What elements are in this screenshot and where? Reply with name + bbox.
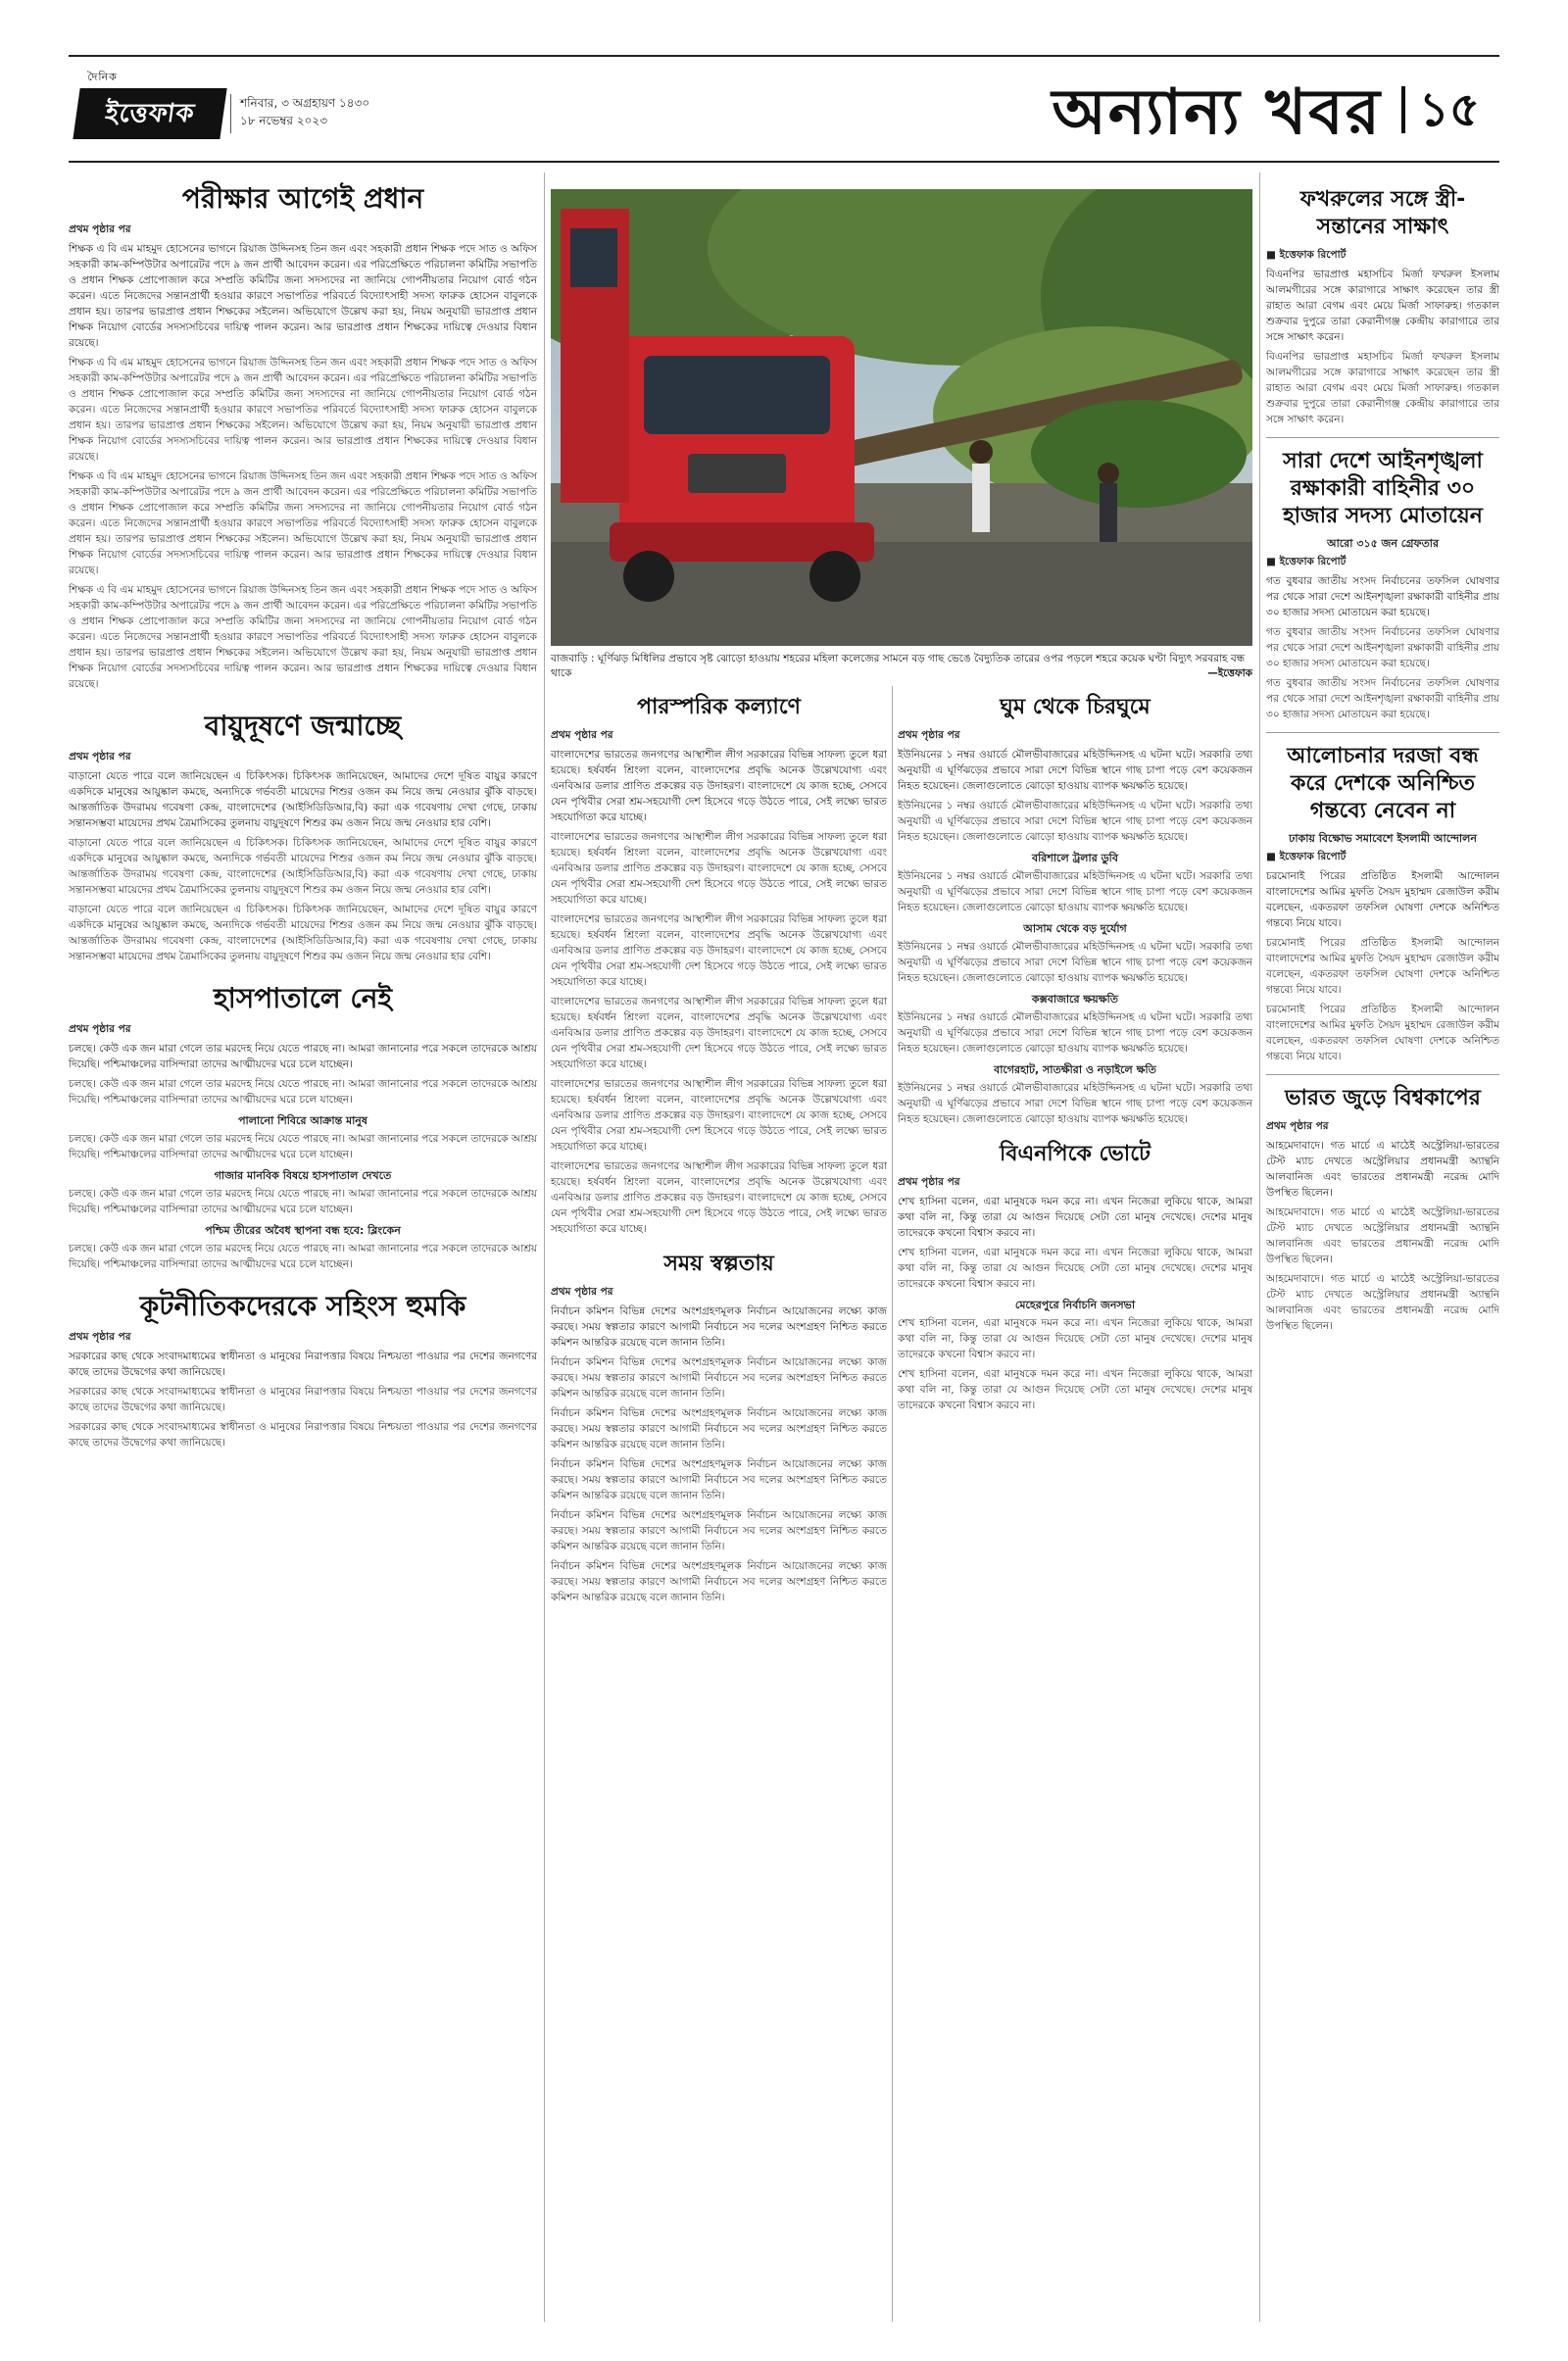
article-body-continued: বাংলাদেশের ভারতের জনগণের আস্থাশীল লীগ সরকারের বিভিন্ন সাফল্য তুলে ধরা হয়েছে। হর্ষবর্ধন শ্রিংলা বলেন, বাংলাদেশের প্রবৃদ্ধি অনেক উল্লেখযোগ্য এবং এনবিআর ডলার প্রাণিত প্রকল্পের বড় উদাহরণ। বাংলাদেশে যে কাজ হচ্ছে, সেসবে যেন পৃথিবীর সেরা শ্রম-সহযোগী দেশ হিসেবে গড়ে উঠতে পারে, সেই লক্ষ্যে ভারত সহযোগিতা করে যাচ্ছে। [551, 913, 887, 988]
page-number-bar [1401, 86, 1405, 133]
byline: প্রথম পৃষ্ঠার পর [69, 1331, 131, 1343]
article-body: চলছে। কেউ এক জন মারা গেলে তার মরদেহ নিয়ে যেতে পারছে না। আমরা জানানোর পরে সকলে তাদেরকে আশ্রয় দিয়েছি। পশ্চিমাঞ্চলের বাসিন্দারা তাদের আত্মীয়দের ঘরে চলে যাচ্ছেন। [69, 1043, 537, 1070]
byline: প্রথম পৃষ্ঠার পর [898, 729, 960, 741]
column-divider [892, 686, 893, 2322]
column-divider [1259, 172, 1260, 2322]
article-body: গত বুধবার জাতীয় সংসদ নির্বাচনের তফসিল ঘোষণার পর থেকে সারা দেশে আইনশৃঙ্খলা রক্ষাকারী বাহিনীর প্রায় ৩০ হাজার সদস্য মোতায়েন করা হয়েছে। [1266, 575, 1499, 618]
article-body-continued: বাংলাদেশের ভারতের জনগণের আস্থাশীল লীগ সরকারের বিভিন্ন সাফল্য তুলে ধরা হয়েছে। হর্ষবর্ধন শ্রিংলা বলেন, বাংলাদেশের প্রবৃদ্ধি অনেক উল্লেখযোগ্য এবং এনবিআর ডলার প্রাণিত প্রকল্পের বড় উদাহরণ। বাংলাদেশে যে কাজ হচ্ছে, সেসবে যেন পৃথিবীর সেরা শ্রম-সহযোগী দেশ হিসেবে গড়ে উঠতে পারে, সেই লক্ষ্যে ভারত সহযোগিতা করে যাচ্ছে। [551, 831, 887, 906]
headline-worldcup: ভারত জুড়ে বিশ্বকাপের [1285, 1086, 1481, 1110]
subhead: বাগেরহাট, সাতক্ষীরা ও নড়াইলে ক্ষতি [994, 1063, 1156, 1076]
subhead: পালানো শিবিরে আক্রান্ত মানুষ [238, 1114, 368, 1127]
article-body-continued: চরমোনাই পিরের প্রতিষ্ঠিত ইসলামী আন্দোলন বাংলাদেশের আমির মুফতি সৈয়দ মুহাম্মদ রেজাউল করীম বলেছেন, একতরফা তফসিল ঘোষণা দেশকে অনিশ্চিত গন্তব্যে নিয়ে যাবে। [1266, 937, 1499, 996]
article-body-continued: ইউনিয়নের ১ নম্বর ওয়ার্ডে মৌলভীবাজারের মহিউদ্দিনসহ এ ঘটনা ঘটে। সরকারি তথ্য অনুযায়ী এ ঘূর্ণিঝড়ের প্রভাবে সারা দেশে বিভিন্ন স্থানে গাছ চাপা পড়ে বেশ কয়েকজন নিহত হয়েছেন। জেলাগুলোতে ঝোড়ো হাওয়ায় ব্যাপক ক্ষয়ক্ষতি হয়েছে। [898, 870, 1252, 913]
article-body: শিক্ষক এ বি এম মাহমুদ হোসেনের ভাগনে রিয়াজ উদ্দিনসহ তিন জন এবং সহকারী প্রধান শিক্ষক পদে সাত ও অফিস সহকারী কাম-কম্পিউটার অপারেটর পদে ৯ জন প্রার্থী আবেদন করেন। এর পরিপ্রেক্ষিতে পরিচালনা কমিটির সভাপতি ও প্রধান শিক্ষক প্রোপোজাল করে সম্প্রতি কমিটির জন্য সদস্যদের না জানিয়ে গোপনীয়তার নিয়োগ বোর্ড গঠন করেন। এতে নিজেদের সন্তানপ্রার্থী হওয়ার কারণে সভাপতির পরিবর্তে বিদ্যোৎসাহী সদস্য ফারুক হোসেন বাবুলকে প্রধান হয়। তারপর ভারপ্রাপ্ত প্রধান শিক্ষকের সইলেন। অভিযোগে উল্লেখ করা হয়, নিয়ম অনুযায়ী ভারপ্রাপ্ত প্রধান শিক্ষক নিয়োগ বোর্ডের সদস্যসচিবের দায়িত্ব পালন করেন। আর ভারপ্রাপ্ত প্রধান শিক্ষকের দায়িত্বে দেওয়ার বিধান রয়েছে। [69, 243, 537, 349]
article-body-continued: ইউনিয়নের ১ নম্বর ওয়ার্ডে মৌলভীবাজারের মহিউদ্দিনসহ এ ঘটনা ঘটে। সরকারি তথ্য অনুযায়ী এ ঘূর্ণিঝড়ের প্রভাবে সারা দেশে বিভিন্ন স্থানে গাছ চাপা পড়ে বেশ কয়েকজন নিহত হয়েছেন। জেলাগুলোতে ঝোড়ো হাওয়ায় ব্যাপক ক্ষয়ক্ষতি হয়েছে। [898, 1082, 1252, 1125]
date-bengali: শনিবার, ৩ অগ্রহায়ণ ১৪৩০ [240, 96, 370, 110]
byline: ■ ইত্তেফাক রিপোর্ট [1266, 249, 1347, 261]
article-body-continued: বাংলাদেশের ভারতের জনগণের আস্থাশীল লীগ সরকারের বিভিন্ন সাফল্য তুলে ধরা হয়েছে। হর্ষবর্ধন শ্রিংলা বলেন, বাংলাদেশের প্রবৃদ্ধি অনেক উল্লেখযোগ্য এবং এনবিআর ডলার প্রাণিত প্রকল্পের বড় উদাহরণ। বাংলাদেশে যে কাজ হচ্ছে, সেসবে যেন পৃথিবীর সেরা শ্রম-সহযোগী দেশ হিসেবে গড়ে উঠতে পারে, সেই লক্ষ্যে ভারত সহযোগিতা করে যাচ্ছে। [551, 1160, 887, 1235]
headline-alochonar-dorja: আলোচনার দরজা বন্ধ করে দেশকে অনিশ্চিত গন্তব্যে নেবেন না [1287, 744, 1479, 823]
article-body-continued: সরকারের কাছ থেকে সংবাদমাধ্যমের স্বাধীনতা ও মানুষের নিরাপত্তার বিষয়ে নিশ্চয়তা পাওয়ার পর দেশের জনগণের কাছে তাদের উদ্বেগের কথা জানিয়েছে। [69, 1421, 537, 1449]
column-4 [1266, 172, 1499, 2319]
photo-caption-text: বাজবাড়ি : ঘূর্ণিঝড় মিধিলির প্রভাবে সৃষ্ট ঝোড়ো হাওয়ায় শহরের মহিলা কলেজের সামনে বড় গাছ ভেঙে বৈদ্যুতিক তারের ওপর পড়লে শহরে কয়েক ঘণ্টা বিদ্যুৎ সরবরাহ বন্ধ থাকে [551, 653, 1246, 679]
subhead: আসাম থেকে বড় দুর্যোগ [1023, 922, 1127, 935]
article-body-continued: শেখ হাসিনা বলেন, এরা মানুষকে দমন করে না। এখন নিজেরা লুকিয়ে থাকে, আমরা কথা বলি না, কিন্তু তারা যে আগুন দিয়েছে সেটা তো মানুষ দেখেছে। দেশের মানুষ তাদেরকে কখনো বিশ্বাস করবে না। [898, 1247, 1252, 1290]
headline-bnp-vote: বিএনপিকে ভোটে [999, 1142, 1152, 1166]
column-3 [898, 686, 1252, 2323]
subhead: ঢাকায় বিক্ষোভ সমাবেশে ইসলামী আন্দোলন [1289, 832, 1477, 845]
article-body-continued: শেখ হাসিনা বলেন, এরা মানুষকে দমন করে না। এখন নিজেরা লুকিয়ে থাকে, আমরা কথা বলি না, কিন্তু তারা যে আগুন দিয়েছে সেটা তো মানুষ দেখেছে। দেশের মানুষ তাদেরকে কখনো বিশ্বাস করবে না। [898, 1317, 1252, 1360]
subhead: কক্সবাজারে ক্ষয়ক্ষতি [1031, 993, 1119, 1006]
headline-ghum-theke: ঘুম থেকে চিরঘুমে [1000, 695, 1151, 719]
subhead: বরিশালে ট্রলার ডুবি [1032, 852, 1118, 864]
byline: প্রথম পৃষ্ঠার পর [551, 1286, 613, 1298]
article-body-continued: নির্বাচন কমিশন বিভিন্ন দেশের অংশগ্রহণমূলক নির্বাচন আয়োজনের লক্ষ্যে কাজ করছে। সময় স্বল্পতার কারণে আগামী নির্বাচনে সব দলের অংশগ্রহণ নিশ্চিত করতে কমিশন আন্তরিক রয়েছে বলে জানান তিনি। [551, 1407, 887, 1451]
article-body-continued: বাড়ানো যেতে পারে বলে জানিয়েছেন এ চিকিৎসক। চিকিৎসক জানিয়েছেন, আমাদের দেশে দূষিত বায়ুর কারণে একদিকে মানুষের আয়ুষ্কাল কমছে, অন্যদিকে গর্ভবতী মায়েদের শিশুর ওজন কম নিয়ে জন্ম নেওয়ার ঝুঁকি বাড়ছে। আন্তর্জাতিক উদরাময় গবেষণা কেন্দ্র, বাংলাদেশের (আইসিডিডিআর,বি) করা এক গবেষণায় দেখা গেছে, ঢাকায় সন্তানসম্ভবা মায়েদের প্রথম ত্রৈমাসিকের তুলনায় বায়ুদূষণে শিশুর কম ওজন নিয়ে জন্ম নেওয়ার হার বেশি। [69, 837, 537, 896]
article-body-continued: শিক্ষক এ বি এম মাহমুদ হোসেনের ভাগনে রিয়াজ উদ্দিনসহ তিন জন এবং সহকারী প্রধান শিক্ষক পদে সাত ও অফিস সহকারী কাম-কম্পিউটার অপারেটর পদে ৯ জন প্রার্থী আবেদন করেন। এর পরিপ্রেক্ষিতে পরিচালনা কমিটির সভাপতি ও প্রধান শিক্ষক প্রোপোজাল করে সম্প্রতি কমিটির জন্য সদস্যদের না জানিয়ে গোপনীয়তার নিয়োগ বোর্ড গঠন করেন। এতে নিজেদের সন্তানপ্রার্থী হওয়ার কারণে সভাপতির পরিবর্তে বিদ্যোৎসাহী সদস্য ফারুক হোসেন বাবুলকে প্রধান হয়। তারপর ভারপ্রাপ্ত প্রধান শিক্ষকের সইলেন। অভিযোগে উল্লেখ করা হয়, নিয়ম অনুযায়ী ভারপ্রাপ্ত প্রধান শিক্ষক নিয়োগ বোর্ডের সদস্যসচিবের দায়িত্ব পালন করেন। আর ভারপ্রাপ্ত প্রধান শিক্ষকের দায়িত্বে দেওয়ার বিধান রয়েছে। [69, 470, 537, 576]
article-body-continued: বিএনপির ভারপ্রাপ্ত মহাসচিব মির্জা ফখরুল ইসলাম আলমগীরের সঙ্গে কারাগারে সাক্ষাৎ করেছেন তার স্ত্রী রাহাত আরা বেগম এবং মেয়ে মির্জা সাফারুহ। গতকাল শুক্রবার দুপুরে তারা কেরানীগঞ্জ কেন্দ্রীয় কারাগারে তার সঙ্গে সাক্ষাৎ করেন। [1266, 351, 1499, 425]
article-body-continued: চলছে। কেউ এক জন মারা গেলে তার মরদেহ নিয়ে যেতে পারছে না। আমরা জানানোর পরে সকলে তাদেরকে আশ্রয় দিয়েছি। পশ্চিমাঞ্চলের বাসিন্দারা তাদের আত্মীয়দের ঘরে চলে যাচ্ছেন। [69, 1133, 537, 1160]
article-body-continued: ইউনিয়নের ১ নম্বর ওয়ার্ডে মৌলভীবাজারের মহিউদ্দিনসহ এ ঘটনা ঘটে। সরকারি তথ্য অনুযায়ী এ ঘূর্ণিঝড়ের প্রভাবে সারা দেশে বিভিন্ন স্থানে গাছ চাপা পড়ে বেশ কয়েকজন নিহত হয়েছেন। জেলাগুলোতে ঝোড়ো হাওয়ায় ব্যাপক ক্ষয়ক্ষতি হয়েছে। [898, 800, 1252, 843]
paper-logo [73, 71, 226, 139]
page-number: ১৫ [1418, 82, 1480, 137]
date-english: ১৮ নভেম্বর ২০২৩ [240, 114, 328, 127]
article-body-continued: ইউনিয়নের ১ নম্বর ওয়ার্ডে মৌলভীবাজারের মহিউদ্দিনসহ এ ঘটনা ঘটে। সরকারি তথ্য অনুযায়ী এ ঘূর্ণিঝড়ের প্রভাবে সারা দেশে বিভিন্ন স্থানে গাছ চাপা পড়ে বেশ কয়েকজন নিহত হয়েছেন। জেলাগুলোতে ঝোড়ো হাওয়ায় ব্যাপক ক্ষয়ক্ষতি হয়েছে। [898, 941, 1252, 984]
article-body-continued: আহমেদাবাদে। গত মার্চে এ মাঠেই অস্ট্রেলিয়া-ভারতের টেস্ট ম্যাচ দেখতে অস্ট্রেলিয়ার প্রধানমন্ত্রী অ্যান্থনি আলবানিজ এবং ভারতের প্রধানমন্ত্রী নরেন্দ্র মোদি উপস্থিত ছিলেন। [1266, 1206, 1499, 1265]
photo-illustration [551, 189, 1252, 646]
news-photo-fallen-tree [551, 189, 1252, 646]
article-body-continued: চলছে। কেউ এক জন মারা গেলে তার মরদেহ নিয়ে যেতে পারছে না। আমরা জানানোর পরে সকলে তাদেরকে আশ্রয় দিয়েছি। পশ্চিমাঞ্চলের বাসিন্দারা তাদের আত্মীয়দের ঘরে চলে যাচ্ছেন। [69, 1188, 537, 1215]
photo-credit: —ইত্তেফাক [1207, 667, 1252, 679]
headline-somoy-swalpotay: সময় স্বল্পতায় [663, 1252, 774, 1276]
byline: প্রথম পৃষ্ঠার পর [69, 1023, 131, 1035]
masthead-rule [69, 161, 1499, 163]
byline: প্রথম পৃষ্ঠার পর [551, 729, 613, 741]
story-rule [1266, 732, 1499, 733]
article-body-continued: চরমোনাই পিরের প্রতিষ্ঠিত ইসলামী আন্দোলন বাংলাদেশের আমির মুফতি সৈয়দ মুহাম্মদ রেজাউল করীম বলেছেন, একতরফা তফসিল ঘোষণা দেশকে অনিশ্চিত গন্তব্যে নিয়ে যাবে। [1266, 1004, 1499, 1062]
article-body-continued: গত বুধবার জাতীয় সংসদ নির্বাচনের তফসিল ঘোষণার পর থেকে সারা দেশে আইনশৃঙ্খলা রক্ষাকারী বাহিনীর প্রায় ৩০ হাজার সদস্য মোতায়েন করা হয়েছে। [1266, 626, 1499, 669]
article-body-continued: ইউনিয়নের ১ নম্বর ওয়ার্ডে মৌলভীবাজারের মহিউদ্দিনসহ এ ঘটনা ঘটে। সরকারি তথ্য অনুযায়ী এ ঘূর্ণিঝড়ের প্রভাবে সারা দেশে বিভিন্ন স্থানে গাছ চাপা পড়ে বেশ কয়েকজন নিহত হয়েছেন। জেলাগুলোতে ঝোড়ো হাওয়ায় ব্যাপক ক্ষয়ক্ষতি হয়েছে। [898, 1011, 1252, 1055]
headline-kutnitik: কূটনীতিকদেরকে সহিংস হুমকি [139, 1290, 466, 1322]
column-1 [69, 172, 537, 2319]
column-divider [544, 172, 545, 2322]
section-title: অন্যান্য খবর [1052, 76, 1382, 149]
article-body-continued: বাংলাদেশের ভারতের জনগণের আস্থাশীল লীগ সরকারের বিভিন্ন সাফল্য তুলে ধরা হয়েছে। হর্ষবর্ধন শ্রিংলা বলেন, বাংলাদেশের প্রবৃদ্ধি অনেক উল্লেখযোগ্য এবং এনবিআর ডলার প্রাণিত প্রকল্পের বড় উদাহরণ। বাংলাদেশে যে কাজ হচ্ছে, সেসবে যেন পৃথিবীর সেরা শ্রম-সহযোগী দেশ হিসেবে গড়ে উঠতে পারে, সেই লক্ষ্যে ভারত সহযোগিতা করে যাচ্ছে। [551, 1078, 887, 1153]
article-body: শেখ হাসিনা বলেন, এরা মানুষকে দমন করে না। এখন নিজেরা লুকিয়ে থাকে, আমরা কথা বলি না, কিন্তু তারা যে আগুন দিয়েছে সেটা তো মানুষ দেখেছে। দেশের মানুষ তাদেরকে কখনো বিশ্বাস করবে না। [898, 1196, 1252, 1239]
subhead: আরো ৩১৫ জন গ্রেফতার [1326, 537, 1440, 550]
headline-fakhrul: ফখরুলের সঙ্গে স্ত্রী-সন্তানের সাক্ষাৎ [1299, 187, 1466, 239]
column-2 [551, 686, 887, 2323]
article-body: বাড়ানো যেতে পারে বলে জানিয়েছেন এ চিকিৎসক। চিকিৎসক জানিয়েছেন, আমাদের দেশে দূষিত বায়ুর কারণে একদিকে মানুষের আয়ুষ্কাল কমছে, অন্যদিকে গর্ভবতী মায়েদের শিশুর ওজন কম নিয়ে জন্ম নেওয়ার ঝুঁকি বাড়ছে। আন্তর্জাতিক উদরাময় গবেষণা কেন্দ্র, বাংলাদেশের (আইসিডিডিআর,বি) করা এক গবেষণায় দেখা গেছে, ঢাকায় সন্তানসম্ভবা মায়েদের প্রথম ত্রৈমাসিকের তুলনায় বায়ুদূষণে শিশুর কম ওজন নিয়ে জন্ম নেওয়ার হার বেশি। [69, 770, 537, 829]
article-body-continued: বাড়ানো যেতে পারে বলে জানিয়েছেন এ চিকিৎসক। চিকিৎসক জানিয়েছেন, আমাদের দেশে দূষিত বায়ুর কারণে একদিকে মানুষের আয়ুষ্কাল কমছে, অন্যদিকে গর্ভবতী মায়েদের শিশুর ওজন কম নিয়ে জন্ম নেওয়ার ঝুঁকি বাড়ছে। আন্তর্জাতিক উদরাময় গবেষণা কেন্দ্র, বাংলাদেশের (আইসিডিডিআর,বি) করা এক গবেষণায় দেখা গেছে, ঢাকায় সন্তানসম্ভবা মায়েদের প্রথম ত্রৈমাসিকের তুলনায় বায়ুদূষণে শিশুর কম ওজন নিয়ে জন্ম নেওয়ার হার বেশি। [69, 904, 537, 962]
headline-bayudushon: বায়ুদূষণে জন্মাচ্ছে [204, 710, 402, 742]
article-body: আহমেদাবাদে। গত মার্চে এ মাঠেই অস্ট্রেলিয়া-ভারতের টেস্ট ম্যাচ দেখতে অস্ট্রেলিয়ার প্রধানমন্ত্রী অ্যান্থনি আলবানিজ এবং ভারতের প্রধানমন্ত্রী নরেন্দ্র মোদি উপস্থিত ছিলেন। [1266, 1140, 1499, 1199]
article-body: সরকারের কাছ থেকে সংবাদমাধ্যমের স্বাধীনতা ও মানুষের নিরাপত্তার বিষয়ে নিশ্চয়তা পাওয়ার পর দেশের জনগণের কাছে তাদের উদ্বেগের কথা জানিয়েছে। [69, 1351, 537, 1378]
article-body-continued: নির্বাচন কমিশন বিভিন্ন দেশের অংশগ্রহণমূলক নির্বাচন আয়োজনের লক্ষ্যে কাজ করছে। সময় স্বল্পতার কারণে আগামী নির্বাচনে সব দলের অংশগ্রহণ নিশ্চিত করতে কমিশন আন্তরিক রয়েছে বলে জানান তিনি। [551, 1509, 887, 1552]
byline: প্রথম পৃষ্ঠার পর [69, 751, 131, 762]
photo-caption [551, 652, 1252, 681]
article-body-continued: চলছে। কেউ এক জন মারা গেলে তার মরদেহ নিয়ে যেতে পারছে না। আমরা জানানোর পরে সকলে তাদেরকে আশ্রয় দিয়েছি। পশ্চিমাঞ্চলের বাসিন্দারা তাদের আত্মীয়দের ঘরে চলে যাচ্ছেন। [69, 1243, 537, 1270]
byline: ■ ইত্তেফাক রিপোর্ট [1266, 556, 1347, 567]
article-body-continued: চলছে। কেউ এক জন মারা গেলে তার মরদেহ নিয়ে যেতে পারছে না। আমরা জানানোর পরে সকলে তাদেরকে আশ্রয় দিয়েছি। পশ্চিমাঞ্চলের বাসিন্দারা তাদের আত্মীয়দের ঘরে চলে যাচ্ছেন। [69, 1078, 537, 1106]
masthead [69, 61, 1499, 159]
subhead: মেহেরপুরে নির্বাচনি জনসভা [1014, 1299, 1136, 1311]
article-body-continued: নির্বাচন কমিশন বিভিন্ন দেশের অংশগ্রহণমূলক নির্বাচন আয়োজনের লক্ষ্যে কাজ করছে। সময় স্বল্পতার কারণে আগামী নির্বাচনে সব দলের অংশগ্রহণ নিশ্চিত করতে কমিশন আন্তরিক রয়েছে বলে জানান তিনি। [551, 1356, 887, 1400]
article-body-continued: নির্বাচন কমিশন বিভিন্ন দেশের অংশগ্রহণমূলক নির্বাচন আয়োজনের লক্ষ্যে কাজ করছে। সময় স্বল্পতার কারণে আগামী নির্বাচনে সব দলের অংশগ্রহণ নিশ্চিত করতে কমিশন আন্তরিক রয়েছে বলে জানান তিনি। [551, 1458, 887, 1501]
article-body-continued: শেখ হাসিনা বলেন, এরা মানুষকে দমন করে না। এখন নিজেরা লুকিয়ে থাকে, আমরা কথা বলি না, কিন্তু তারা যে আগুন দিয়েছে সেটা তো মানুষ দেখেছে। দেশের মানুষ তাদেরকে কখনো বিশ্বাস করবে না। [898, 1368, 1252, 1411]
article-body-continued: আহমেদাবাদে। গত মার্চে এ মাঠেই অস্ট্রেলিয়া-ভারতের টেস্ট ম্যাচ দেখতে অস্ট্রেলিয়ার প্রধানমন্ত্রী অ্যান্থনি আলবানিজ এবং ভারতের প্রধানমন্ত্রী নরেন্দ্র মোদি উপস্থিত ছিলেন। [1266, 1273, 1499, 1332]
paper-logo-small: দৈনিক [87, 71, 118, 83]
story-rule [1266, 1074, 1499, 1075]
date-separator [230, 94, 231, 133]
article-body: বিএনপির ভারপ্রাপ্ত মহাসচিব মির্জা ফখরুল ইসলাম আলমগীরের সঙ্গে কারাগারে সাক্ষাৎ করেছেন তার স্ত্রী রাহাত আরা বেগম এবং মেয়ে মির্জা সাফারুহ। গতকাল শুক্রবার দুপুরে তারা কেরানীগঞ্জ কেন্দ্রীয় কারাগারে তার সঙ্গে সাক্ষাৎ করেন। [1266, 269, 1499, 343]
article-body-continued: সরকারের কাছ থেকে সংবাদমাধ্যমের স্বাধীনতা ও মানুষের নিরাপত্তার বিষয়ে নিশ্চয়তা পাওয়ার পর দেশের জনগণের কাছে তাদের উদ্বেগের কথা জানিয়েছে। [69, 1386, 537, 1413]
headline-haspatale: হাসপাতালে নেই [213, 982, 393, 1014]
byline: প্রথম পৃষ্ঠার পর [898, 1176, 960, 1188]
date-block [240, 94, 369, 129]
byline: প্রথম পৃষ্ঠার পর [1266, 1120, 1329, 1132]
headline-paraspariko: পারস্পরিক কল্যাণে [637, 695, 801, 719]
paper-logo-name: ইত্তেফাক [103, 99, 197, 128]
article-body: নির্বাচন কমিশন বিভিন্ন দেশের অংশগ্রহণমূলক নির্বাচন আয়োজনের লক্ষ্যে কাজ করছে। সময় স্বল্পতার কারণে আগামী নির্বাচনে সব দলের অংশগ্রহণ নিশ্চিত করতে কমিশন আন্তরিক রয়েছে বলে জানান তিনি। [551, 1305, 887, 1349]
byline: ■ ইত্তেফাক রিপোর্ট [1266, 851, 1347, 862]
headline-law-enforcement: সারা দেশে আইনশৃঙ্খলা রক্ষাকারী বাহিনীর ৩০ হাজার সদস্য মোতায়েন [1283, 449, 1483, 528]
byline: প্রথম পৃষ্ঠার পর [69, 223, 131, 235]
article-body: চরমোনাই পিরের প্রতিষ্ঠিত ইসলামী আন্দোলন বাংলাদেশের আমির মুফতি সৈয়দ মুহাম্মদ রেজাউল করীম বলেছেন, একতরফা তফসিল ঘোষণা দেশকে অনিশ্চিত গন্তব্যে নিয়ে যাবে। [1266, 870, 1499, 929]
headline-porikkhar: পরীক্ষার আগেই প্রধান [181, 182, 424, 215]
article-body-continued: শিক্ষক এ বি এম মাহমুদ হোসেনের ভাগনে রিয়াজ উদ্দিনসহ তিন জন এবং সহকারী প্রধান শিক্ষক পদে সাত ও অফিস সহকারী কাম-কম্পিউটার অপারেটর পদে ৯ জন প্রার্থী আবেদন করেন। এর পরিপ্রেক্ষিতে পরিচালনা কমিটির সভাপতি ও প্রধান শিক্ষক প্রোপোজাল করে সম্প্রতি কমিটির জন্য সদস্যদের না জানিয়ে গোপনীয়তার নিয়োগ বোর্ড গঠন করেন। এতে নিজেদের সন্তানপ্রার্থী হওয়ার কারণে সভাপতির পরিবর্তে বিদ্যোৎসাহী সদস্য ফারুক হোসেন বাবুলকে প্রধান হয়। তারপর ভারপ্রাপ্ত প্রধান শিক্ষকের সইলেন। অভিযোগে উল্লেখ করা হয়, নিয়ম অনুযায়ী ভারপ্রাপ্ত প্রধান শিক্ষক নিয়োগ বোর্ডের সদস্যসচিবের দায়িত্ব পালন করেন। আর ভারপ্রাপ্ত প্রধান শিক্ষকের দায়িত্বে দেওয়ার বিধান রয়েছে। [69, 357, 537, 463]
story-rule [1266, 437, 1499, 438]
article-body-continued: শিক্ষক এ বি এম মাহমুদ হোসেনের ভাগনে রিয়াজ উদ্দিনসহ তিন জন এবং সহকারী প্রধান শিক্ষক পদে সাত ও অফিস সহকারী কাম-কম্পিউটার অপারেটর পদে ৯ জন প্রার্থী আবেদন করেন। এর পরিপ্রেক্ষিতে পরিচালনা কমিটির সভাপতি ও প্রধান শিক্ষক প্রোপোজাল করে সম্প্রতি কমিটির জন্য সদস্যদের না জানিয়ে গোপনীয়তার নিয়োগ বোর্ড গঠন করেন। এতে নিজেদের সন্তানপ্রার্থী হওয়ার কারণে সভাপতির পরিবর্তে বিদ্যোৎসাহী সদস্য ফারুক হোসেন বাবুলকে প্রধান হয়। তারপর ভারপ্রাপ্ত প্রধান শিক্ষকের সইলেন। অভিযোগে উল্লেখ করা হয়, নিয়ম অনুযায়ী ভারপ্রাপ্ত প্রধান শিক্ষক নিয়োগ বোর্ডের সদস্যসচিবের দায়িত্ব পালন করেন। আর ভারপ্রাপ্ত প্রধান শিক্ষকের দায়িত্বে দেওয়ার বিধান রয়েছে। [69, 584, 537, 690]
article-body-continued: নির্বাচন কমিশন বিভিন্ন দেশের অংশগ্রহণমূলক নির্বাচন আয়োজনের লক্ষ্যে কাজ করছে। সময় স্বল্পতার কারণে আগামী নির্বাচনে সব দলের অংশগ্রহণ নিশ্চিত করতে কমিশন আন্তরিক রয়েছে বলে জানান তিনি। [551, 1560, 887, 1603]
article-body-continued: গত বুধবার জাতীয় সংসদ নির্বাচনের তফসিল ঘোষণার পর থেকে সারা দেশে আইনশৃঙ্খলা রক্ষাকারী বাহিনীর প্রায় ৩০ হাজার সদস্য মোতায়েন করা হয়েছে। [1266, 677, 1499, 720]
subhead: গাজার মানবিক বিষয়ে হাসপাতাল দেখতে [214, 1169, 392, 1182]
article-body: ইউনিয়নের ১ নম্বর ওয়ার্ডে মৌলভীবাজারের মহিউদ্দিনসহ এ ঘটনা ঘটে। সরকারি তথ্য অনুযায়ী এ ঘূর্ণিঝড়ের প্রভাবে সারা দেশে বিভিন্ন স্থানে গাছ চাপা পড়ে বেশ কয়েকজন নিহত হয়েছেন। জেলাগুলোতে ঝোড়ো হাওয়ায় ব্যাপক ক্ষয়ক্ষতি হয়েছে। [898, 749, 1252, 792]
subhead: পশ্চিম তীরের অবৈধ স্থাপনা বন্ধ হবে: ব্লিংকেন [205, 1224, 401, 1237]
top-rule [69, 55, 1499, 57]
article-body-continued: বাংলাদেশের ভারতের জনগণের আস্থাশীল লীগ সরকারের বিভিন্ন সাফল্য তুলে ধরা হয়েছে। হর্ষবর্ধন শ্রিংলা বলেন, বাংলাদেশের প্রবৃদ্ধি অনেক উল্লেখযোগ্য এবং এনবিআর ডলার প্রাণিত প্রকল্পের বড় উদাহরণ। বাংলাদেশে যে কাজ হচ্ছে, সেসবে যেন পৃথিবীর সেরা শ্রম-সহযোগী দেশ হিসেবে গড়ে উঠতে পারে, সেই লক্ষ্যে ভারত সহযোগিতা করে যাচ্ছে। [551, 996, 887, 1070]
article-body: বাংলাদেশের ভারতের জনগণের আস্থাশীল লীগ সরকারের বিভিন্ন সাফল্য তুলে ধরা হয়েছে। হর্ষবর্ধন শ্রিংলা বলেন, বাংলাদেশের প্রবৃদ্ধি অনেক উল্লেখযোগ্য এবং এনবিআর ডলার প্রাণিত প্রকল্পের বড় উদাহরণ। বাংলাদেশে যে কাজ হচ্ছে, সেসবে যেন পৃথিবীর সেরা শ্রম-সহযোগী দেশ হিসেবে গড়ে উঠতে পারে, সেই লক্ষ্যে ভারত সহযোগিতা করে যাচ্ছে। [551, 749, 887, 823]
